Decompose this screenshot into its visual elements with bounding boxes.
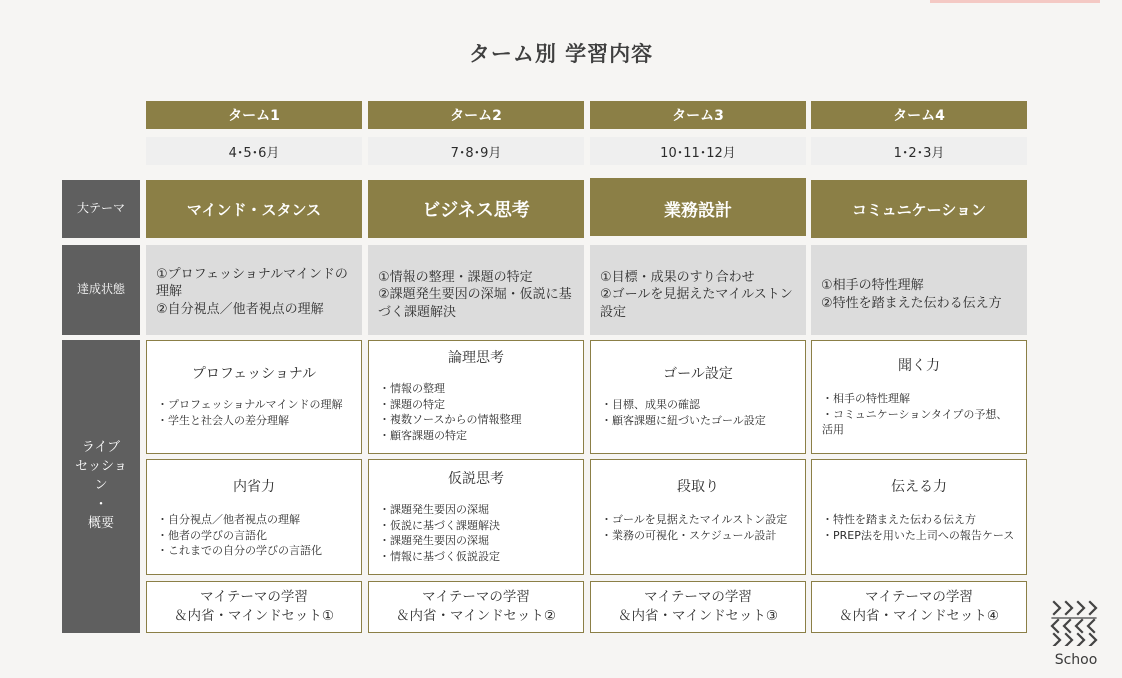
term-months-2: 7･8･9月 <box>368 137 584 165</box>
mytheme-cell-1: マイテーマの学習 ＆内省・マインドセット① <box>146 581 362 633</box>
session-bullets: ・情報の整理 ・課題の特定 ・複数ソースからの情報整理 ・顧客課題の特定 <box>379 382 522 442</box>
session-cell-4b <box>811 459 1027 575</box>
session-cell-4a <box>811 340 1027 454</box>
session-cell-2b <box>368 459 584 575</box>
term-header-1: ターム1 <box>146 101 362 129</box>
session-cell-1b <box>146 459 362 575</box>
session-cell-3b <box>590 459 806 575</box>
term-header-4: ターム4 <box>811 101 1027 129</box>
term-months-3: 10･11･12月 <box>590 137 806 165</box>
session-title: 論理思考 <box>448 350 504 366</box>
logo-text: Schoo <box>1054 652 1098 668</box>
session-cell-1a <box>146 340 362 454</box>
session-bullets: ・自分視点／他者視点の理解 ・他者の学びの言語化 ・これまでの自分の学びの言語化 <box>157 513 322 558</box>
top-accent-line <box>930 0 1100 3</box>
session-bullets: ・プロフェッショナルマインドの理解 ・学生と社会人の差分理解 <box>157 398 343 427</box>
session-cell-2a <box>368 340 584 454</box>
state-cell-3: ①目標・成果のすり合わせ ②ゴールを見据えたマイルストン設定 <box>590 245 806 335</box>
session-title: 内省力 <box>233 479 275 495</box>
session-title: 伝える力 <box>891 479 947 495</box>
term-months-1: 4･5･6月 <box>146 137 362 165</box>
mytheme-cell-2: マイテーマの学習 ＆内省・マインドセット② <box>368 581 584 633</box>
page-title: ターム別 学習内容 <box>468 42 654 66</box>
session-title: 聞く力 <box>898 358 940 374</box>
session-cell-3a <box>590 340 806 454</box>
session-bullets: ・ゴールを見据えたマイルストン設定 ・業務の可視化・スケジュール設計 <box>601 513 788 542</box>
session-title: 段取り <box>677 479 719 495</box>
schoo-logo-icon <box>1048 600 1104 646</box>
session-title: プロフェッショナル <box>191 366 317 382</box>
row-label-session: ライブ セッショ ン ・ 概要 <box>62 340 140 633</box>
session-title: ゴール設定 <box>663 366 733 382</box>
session-bullets: ・特性を踏まえた伝わる伝え方 ・PREP法を用いた上司への報告ケース <box>822 513 1015 542</box>
schoo-logo <box>1048 600 1104 668</box>
term-header-2: ターム2 <box>368 101 584 129</box>
theme-cell-4: コミュニケーション <box>811 180 1027 238</box>
term-header-3: ターム3 <box>590 101 806 129</box>
mytheme-cell-3: マイテーマの学習 ＆内省・マインドセット③ <box>590 581 806 633</box>
state-cell-1: ①プロフェッショナルマインドの理解 ②自分視点／他者視点の理解 <box>146 245 362 335</box>
term-months-4: 1･2･3月 <box>811 137 1027 165</box>
theme-cell-3: 業務設計 <box>590 178 806 236</box>
theme-cell-1: マインド・スタンス <box>146 180 362 238</box>
mytheme-cell-4: マイテーマの学習 ＆内省・マインドセット④ <box>811 581 1027 633</box>
row-label-state: 達成状態 <box>62 245 140 335</box>
state-cell-4: ①相手の特性理解 ②特性を踏まえた伝わる伝え方 <box>811 245 1027 335</box>
row-label-theme: 大テーマ <box>62 180 140 238</box>
session-bullets: ・課題発生要因の深堀 ・仮説に基づく課題解決 ・課題発生要因の深堀 ・情報に基づく仮説設定 <box>379 503 500 563</box>
session-bullets: ・目標、成果の確認 ・顧客課題に紐づいたゴール設定 <box>601 398 766 427</box>
session-title: 仮説思考 <box>448 471 504 487</box>
session-bullets: ・相手の特性理解 ・コミュニケーションタイプの予想、活用 <box>822 392 1008 437</box>
state-cell-2: ①情報の整理・課題の特定 ②課題発生要因の深堀・仮説に基づく課題解決 <box>368 245 584 335</box>
theme-cell-2: ビジネス思考 <box>368 180 584 238</box>
